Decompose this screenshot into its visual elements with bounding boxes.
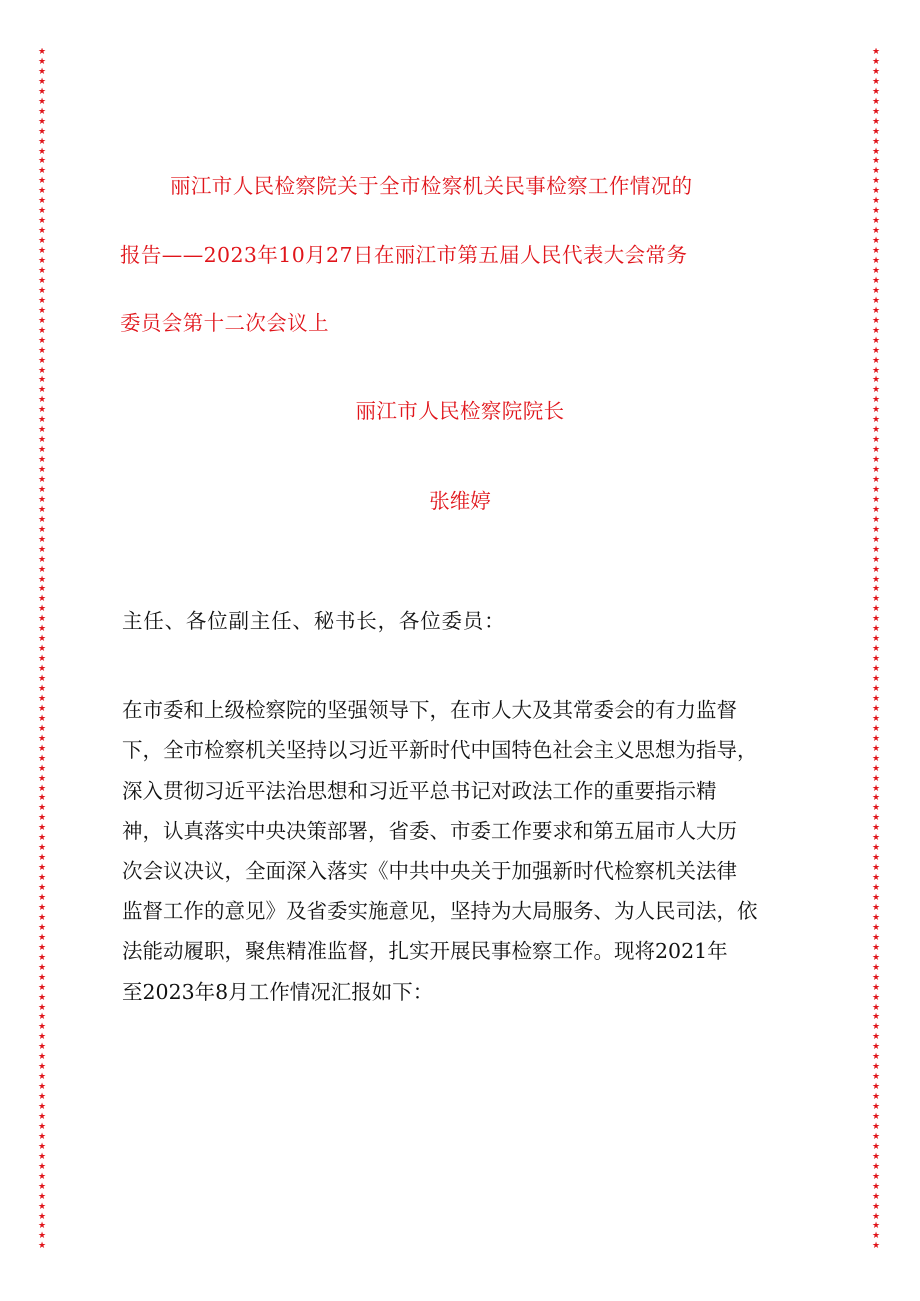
star-icon: ★ (37, 86, 47, 97)
star-icon: ★ (37, 236, 47, 247)
star-icon: ★ (871, 176, 881, 187)
star-icon: ★ (37, 106, 47, 117)
star-icon: ★ (871, 942, 881, 953)
star-icon: ★ (37, 1042, 47, 1053)
star-icon: ★ (37, 723, 47, 734)
star-icon: ★ (871, 654, 881, 665)
star-icon: ★ (37, 584, 47, 595)
star-icon: ★ (37, 982, 47, 993)
star-icon: ★ (37, 465, 47, 476)
star-icon: ★ (871, 723, 881, 734)
star-icon: ★ (37, 1052, 47, 1063)
star-icon: ★ (37, 564, 47, 575)
star-icon: ★ (871, 375, 881, 386)
star-icon: ★ (871, 1151, 881, 1162)
right-star-border (870, 48, 882, 1252)
star-icon: ★ (37, 574, 47, 585)
star-icon: ★ (37, 1092, 47, 1103)
star-icon: ★ (871, 76, 881, 87)
star-icon: ★ (871, 325, 881, 336)
star-icon: ★ (37, 1151, 47, 1162)
star-icon: ★ (871, 693, 881, 704)
body-line-4: 神，认真落实中央决策部署，省委、市委工作要求和第五届市人大历 (122, 819, 737, 843)
star-icon: ★ (37, 743, 47, 754)
star-icon: ★ (37, 773, 47, 784)
star-icon: ★ (871, 315, 881, 326)
star-icon: ★ (871, 1221, 881, 1232)
star-icon: ★ (871, 624, 881, 635)
star-icon: ★ (871, 554, 881, 565)
star-icon: ★ (871, 863, 881, 874)
star-icon: ★ (871, 584, 881, 595)
star-icon: ★ (37, 484, 47, 495)
star-icon: ★ (37, 594, 47, 605)
star-icon: ★ (871, 803, 881, 814)
star-icon: ★ (871, 106, 881, 117)
star-icon: ★ (871, 793, 881, 804)
star-icon: ★ (871, 196, 881, 207)
star-icon: ★ (871, 256, 881, 267)
star-icon: ★ (37, 624, 47, 635)
star-icon: ★ (37, 783, 47, 794)
star-icon: ★ (37, 1012, 47, 1023)
star-icon: ★ (37, 186, 47, 197)
star-icon: ★ (871, 96, 881, 107)
star-icon: ★ (37, 883, 47, 894)
star-icon: ★ (871, 1111, 881, 1122)
star-icon: ★ (37, 325, 47, 336)
star-icon: ★ (871, 236, 881, 247)
star-icon: ★ (871, 405, 881, 416)
star-icon: ★ (871, 932, 881, 943)
star-icon: ★ (37, 833, 47, 844)
star-icon: ★ (37, 932, 47, 943)
star-icon: ★ (37, 504, 47, 515)
star-icon: ★ (37, 425, 47, 436)
star-icon: ★ (871, 116, 881, 127)
star-icon: ★ (871, 206, 881, 217)
star-icon: ★ (871, 246, 881, 257)
star-icon: ★ (37, 395, 47, 406)
star-icon: ★ (37, 66, 47, 77)
star-icon: ★ (37, 126, 47, 137)
star-icon: ★ (37, 972, 47, 983)
star-icon: ★ (37, 952, 47, 963)
star-icon: ★ (871, 1022, 881, 1033)
star-icon: ★ (37, 962, 47, 973)
star-icon: ★ (37, 405, 47, 416)
star-icon: ★ (37, 295, 47, 306)
title-line-1: 丽江市人民检察院关于全市检察机关民事检察工作情况的 (170, 174, 693, 198)
star-icon: ★ (37, 674, 47, 685)
star-icon: ★ (37, 76, 47, 87)
star-icon: ★ (871, 992, 881, 1003)
star-icon: ★ (37, 1181, 47, 1192)
star-icon: ★ (37, 1032, 47, 1043)
star-icon: ★ (37, 992, 47, 1003)
star-icon: ★ (37, 1221, 47, 1232)
star-icon: ★ (871, 285, 881, 296)
star-icon: ★ (871, 275, 881, 286)
star-icon: ★ (871, 674, 881, 685)
star-icon: ★ (871, 1201, 881, 1212)
star-icon: ★ (871, 1181, 881, 1192)
star-icon: ★ (37, 494, 47, 505)
star-icon: ★ (37, 156, 47, 167)
star-icon: ★ (871, 902, 881, 913)
body-line-5: 次会议决议，全面深入落实《中共中央关于加强新时代检察机关法律 (122, 859, 737, 883)
star-icon: ★ (37, 375, 47, 386)
star-icon: ★ (37, 604, 47, 615)
body-line-7: 法能动履职，聚焦精准监督，扎实开展民事检察工作。现将2021年 (122, 939, 728, 963)
star-icon: ★ (871, 1002, 881, 1013)
star-icon: ★ (871, 783, 881, 794)
star-icon: ★ (871, 465, 881, 476)
star-icon: ★ (871, 574, 881, 585)
star-icon: ★ (871, 385, 881, 396)
star-icon: ★ (37, 664, 47, 675)
star-icon: ★ (871, 1141, 881, 1152)
star-icon: ★ (37, 285, 47, 296)
left-star-border (36, 48, 48, 1252)
author-organization: 丽江市人民检察院院长 (355, 399, 565, 423)
star-icon: ★ (871, 345, 881, 356)
star-icon: ★ (37, 514, 47, 525)
star-icon: ★ (871, 703, 881, 714)
star-icon: ★ (37, 684, 47, 694)
star-icon: ★ (871, 1032, 881, 1043)
star-icon: ★ (37, 544, 47, 555)
star-icon: ★ (37, 455, 47, 466)
star-icon: ★ (37, 445, 47, 456)
star-icon: ★ (871, 435, 881, 446)
star-icon: ★ (37, 136, 47, 147)
star-icon: ★ (37, 305, 47, 316)
star-icon: ★ (37, 644, 47, 655)
star-icon: ★ (871, 265, 881, 276)
star-icon: ★ (37, 335, 47, 346)
star-icon: ★ (871, 226, 881, 237)
star-icon: ★ (871, 1241, 881, 1252)
star-icon: ★ (871, 733, 881, 744)
star-icon: ★ (871, 1131, 881, 1142)
star-icon: ★ (871, 922, 881, 933)
star-icon: ★ (37, 275, 47, 286)
star-icon: ★ (37, 415, 47, 426)
star-icon: ★ (871, 186, 881, 197)
star-icon: ★ (871, 156, 881, 167)
star-icon: ★ (871, 1052, 881, 1063)
star-icon: ★ (37, 1131, 47, 1142)
star-icon: ★ (871, 66, 881, 77)
star-icon: ★ (37, 793, 47, 804)
star-icon: ★ (871, 962, 881, 973)
body-line-8: 至2023年8月工作情况汇报如下： (122, 980, 434, 1004)
star-icon: ★ (871, 146, 881, 157)
star-icon: ★ (37, 1141, 47, 1152)
star-icon: ★ (37, 1191, 47, 1202)
title-line-2: 报告——2023年10月27日在丽江市第五届人民代表大会常务 (120, 243, 688, 267)
star-icon: ★ (871, 614, 881, 625)
star-icon: ★ (871, 216, 881, 227)
body-line-2: 下，全市检察机关坚持以习近平新时代中国特色社会主义思想为指导， (122, 738, 758, 762)
star-icon: ★ (37, 912, 47, 923)
star-icon: ★ (37, 853, 47, 864)
star-icon: ★ (871, 644, 881, 655)
star-icon: ★ (871, 1161, 881, 1172)
star-icon: ★ (871, 355, 881, 366)
star-icon: ★ (37, 116, 47, 127)
star-icon: ★ (37, 1072, 47, 1083)
star-icon: ★ (37, 1161, 47, 1172)
body-line-6: 监督工作的意见》及省委实施意见，坚持为大局服务、为人民司法，依 (122, 899, 758, 923)
star-icon: ★ (37, 1002, 47, 1013)
star-icon: ★ (37, 893, 47, 904)
star-icon: ★ (37, 614, 47, 625)
star-icon: ★ (37, 733, 47, 744)
star-icon: ★ (871, 504, 881, 515)
star-icon: ★ (871, 48, 881, 57)
star-icon: ★ (37, 226, 47, 237)
star-icon: ★ (37, 813, 47, 824)
star-icon: ★ (37, 166, 47, 177)
author-name: 张维婷 (429, 489, 491, 513)
salutation: 主任、各位副主任、秘书长，各位委员： (122, 609, 506, 633)
star-icon: ★ (871, 455, 881, 466)
star-icon: ★ (37, 1171, 47, 1182)
star-icon: ★ (37, 474, 47, 485)
star-icon: ★ (37, 176, 47, 187)
star-icon: ★ (871, 544, 881, 555)
star-icon: ★ (37, 843, 47, 854)
star-icon: ★ (871, 912, 881, 923)
star-icon: ★ (871, 1082, 881, 1093)
star-icon: ★ (871, 773, 881, 784)
star-icon: ★ (37, 942, 47, 953)
star-icon: ★ (37, 1211, 47, 1222)
star-icon: ★ (37, 753, 47, 764)
star-icon: ★ (871, 524, 881, 535)
star-icon: ★ (37, 863, 47, 874)
star-icon: ★ (871, 893, 881, 904)
star-icon: ★ (37, 48, 47, 57)
star-icon: ★ (37, 1102, 47, 1113)
star-icon: ★ (37, 1241, 47, 1252)
star-icon: ★ (871, 126, 881, 137)
star-icon: ★ (871, 484, 881, 495)
star-icon: ★ (871, 1211, 881, 1222)
star-icon: ★ (37, 873, 47, 884)
star-icon: ★ (871, 445, 881, 456)
star-icon: ★ (37, 435, 47, 446)
star-icon: ★ (871, 604, 881, 615)
star-icon: ★ (871, 425, 881, 436)
star-icon: ★ (871, 534, 881, 545)
star-icon: ★ (871, 1072, 881, 1083)
star-icon: ★ (37, 1121, 47, 1132)
star-icon: ★ (37, 365, 47, 376)
star-icon: ★ (37, 385, 47, 396)
star-icon: ★ (871, 365, 881, 376)
star-icon: ★ (871, 136, 881, 147)
body-line-1: 在市委和上级检察院的坚强领导下，在市人大及其常委会的有力监督 (122, 698, 737, 722)
star-icon: ★ (871, 1171, 881, 1182)
star-icon: ★ (871, 564, 881, 575)
star-icon: ★ (37, 355, 47, 366)
star-icon: ★ (37, 654, 47, 665)
star-icon: ★ (37, 803, 47, 814)
star-icon: ★ (871, 853, 881, 864)
star-icon: ★ (871, 56, 881, 67)
star-icon: ★ (871, 514, 881, 525)
star-icon: ★ (37, 345, 47, 356)
star-icon: ★ (37, 216, 47, 227)
star-icon: ★ (37, 265, 47, 276)
star-icon: ★ (37, 1082, 47, 1093)
star-icon: ★ (871, 1042, 881, 1053)
star-icon: ★ (37, 146, 47, 157)
star-icon: ★ (37, 763, 47, 774)
star-icon: ★ (871, 743, 881, 754)
star-icon: ★ (871, 664, 881, 675)
star-icon: ★ (37, 524, 47, 535)
star-icon: ★ (37, 693, 47, 704)
star-icon: ★ (871, 415, 881, 426)
star-icon: ★ (871, 1012, 881, 1023)
star-icon: ★ (37, 206, 47, 217)
star-icon: ★ (871, 335, 881, 346)
star-icon: ★ (37, 256, 47, 267)
star-icon: ★ (871, 395, 881, 406)
star-icon: ★ (871, 684, 881, 694)
star-icon: ★ (37, 315, 47, 326)
star-icon: ★ (871, 823, 881, 834)
star-icon: ★ (37, 554, 47, 565)
star-icon: ★ (871, 833, 881, 844)
star-icon: ★ (37, 823, 47, 834)
star-icon: ★ (871, 843, 881, 854)
star-icon: ★ (871, 1092, 881, 1103)
star-icon: ★ (37, 1062, 47, 1073)
star-icon: ★ (871, 305, 881, 316)
star-icon: ★ (871, 713, 881, 724)
star-icon: ★ (37, 56, 47, 67)
star-icon: ★ (37, 902, 47, 913)
star-icon: ★ (871, 1191, 881, 1202)
star-icon: ★ (871, 86, 881, 97)
star-icon: ★ (871, 634, 881, 645)
star-icon: ★ (37, 713, 47, 724)
star-icon: ★ (871, 982, 881, 993)
star-icon: ★ (37, 1022, 47, 1033)
star-icon: ★ (37, 922, 47, 933)
title-line-3: 委员会第十二次会议上 (120, 311, 329, 335)
star-icon: ★ (871, 474, 881, 485)
star-icon: ★ (37, 1231, 47, 1242)
star-icon: ★ (871, 1121, 881, 1132)
star-icon: ★ (37, 196, 47, 207)
star-icon: ★ (871, 972, 881, 983)
star-icon: ★ (37, 246, 47, 257)
star-icon: ★ (871, 873, 881, 884)
star-icon: ★ (37, 703, 47, 714)
star-icon: ★ (871, 813, 881, 824)
star-icon: ★ (37, 534, 47, 545)
star-icon: ★ (871, 1102, 881, 1113)
star-icon: ★ (871, 166, 881, 177)
star-icon: ★ (871, 952, 881, 963)
star-icon: ★ (871, 594, 881, 605)
star-icon: ★ (871, 883, 881, 894)
star-icon: ★ (871, 753, 881, 764)
star-icon: ★ (871, 763, 881, 774)
star-icon: ★ (871, 295, 881, 306)
star-icon: ★ (37, 96, 47, 107)
star-icon: ★ (37, 634, 47, 645)
star-icon: ★ (871, 1231, 881, 1242)
star-icon: ★ (37, 1201, 47, 1212)
star-icon: ★ (871, 1062, 881, 1073)
star-icon: ★ (37, 1111, 47, 1122)
star-icon: ★ (871, 494, 881, 505)
body-line-3: 深入贯彻习近平法治思想和习近平总书记对政法工作的重要指示精 (122, 779, 717, 803)
